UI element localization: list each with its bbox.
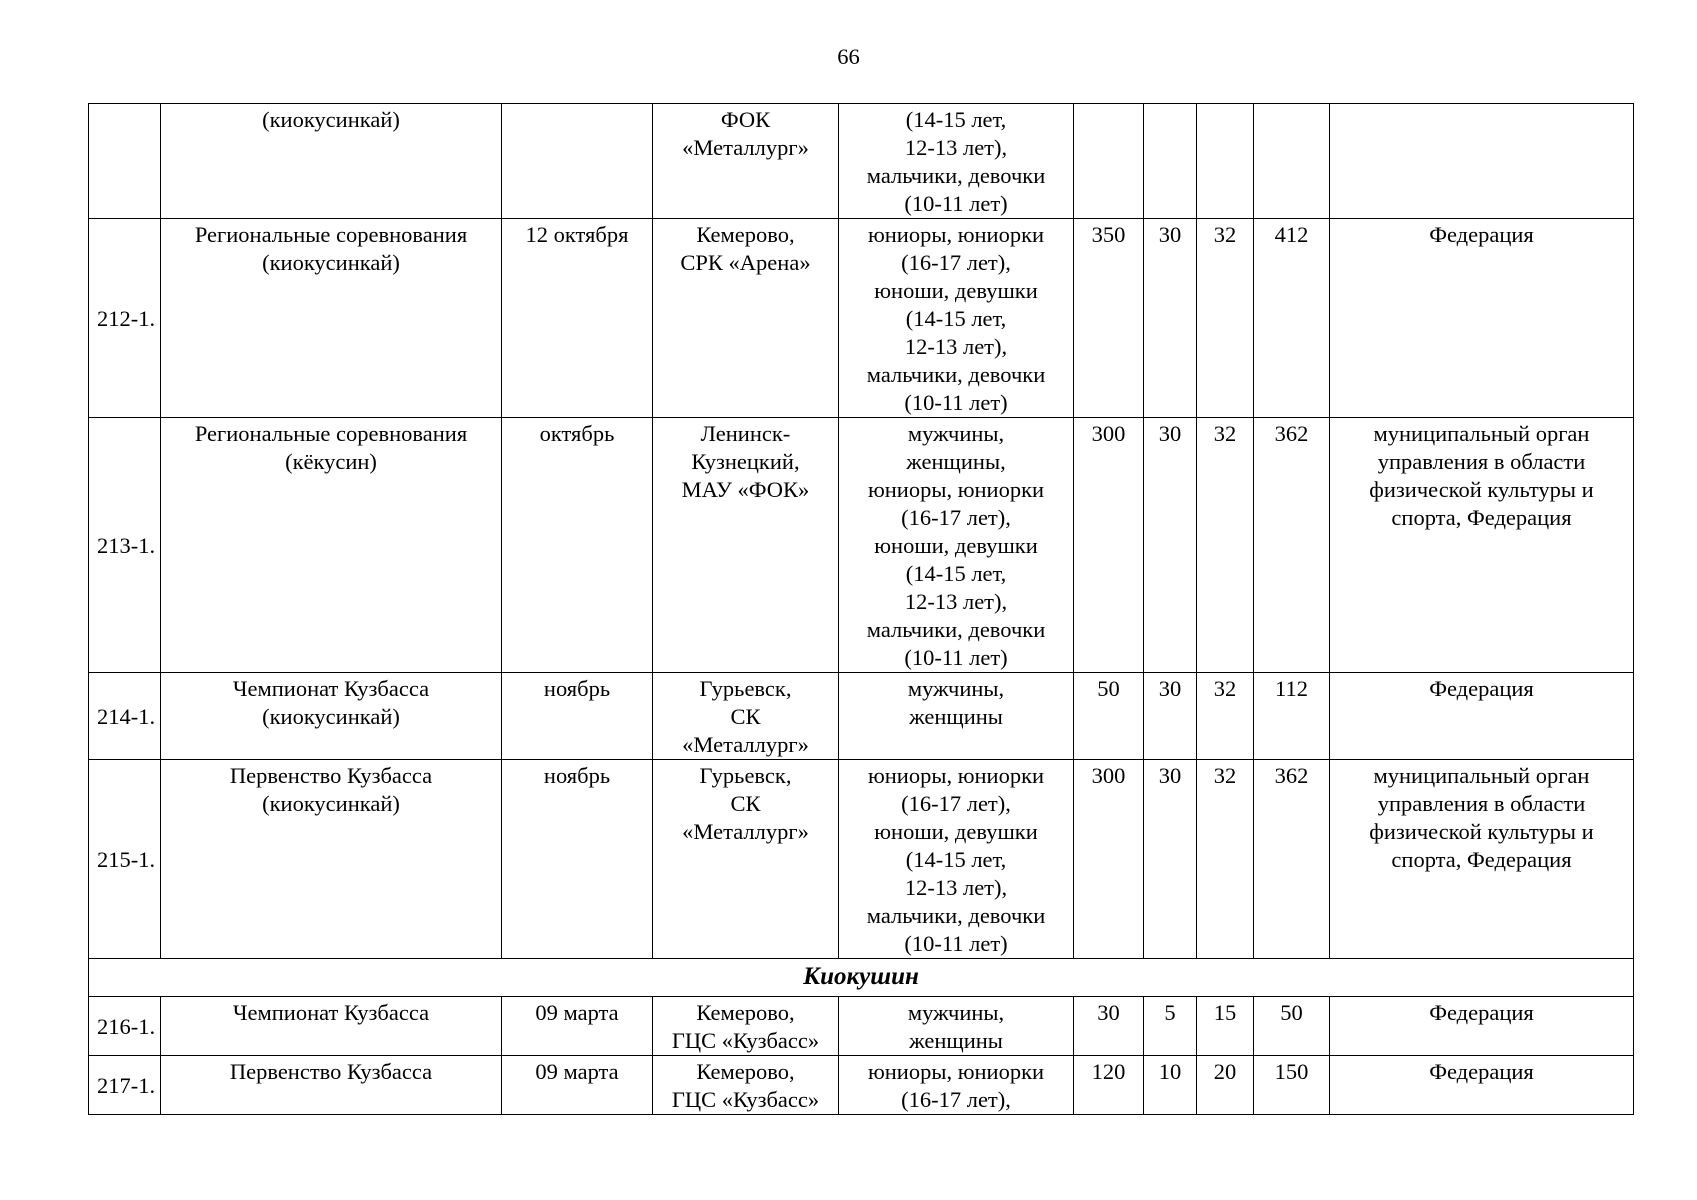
count-total: 50 bbox=[1254, 997, 1330, 1056]
event-place: Кемерово, ГЦС «Кузбасс» bbox=[653, 997, 839, 1056]
row-number: 212-1. bbox=[89, 219, 161, 418]
row-number bbox=[89, 104, 161, 219]
event-date: ноябрь bbox=[502, 760, 653, 959]
count-total: 362 bbox=[1254, 760, 1330, 959]
event-place: Кемерово, ГЦС «Кузбасс» bbox=[653, 1056, 839, 1115]
count-athletes: 50 bbox=[1074, 673, 1144, 760]
count-coaches: 30 bbox=[1144, 418, 1197, 673]
table-row bbox=[89, 760, 1634, 959]
event-date bbox=[502, 104, 653, 219]
count-athletes: 300 bbox=[1074, 760, 1144, 959]
table-row bbox=[89, 997, 1634, 1056]
event-name: (киокусинкай) bbox=[161, 104, 502, 219]
event-place: Гурьевск, СК «Металлург» bbox=[653, 673, 839, 760]
event-name: Чемпионат Кузбасса bbox=[161, 997, 502, 1056]
event-organizer: муниципальный орган управления в области физической культуры и спорта, Федерация bbox=[1330, 760, 1634, 959]
count-athletes: 300 bbox=[1074, 418, 1144, 673]
event-date: ноябрь bbox=[502, 673, 653, 760]
count-total: 150 bbox=[1254, 1056, 1330, 1115]
event-participants: мужчины, женщины bbox=[839, 673, 1074, 760]
event-date: 09 марта bbox=[502, 997, 653, 1056]
count-coaches bbox=[1144, 104, 1197, 219]
event-participants: мужчины, женщины, юниоры, юниорки (16-17 лет), юноши, девушки (14-15 лет, 12-13 лет), мальчики, девочки (10-11 лет) bbox=[839, 418, 1074, 673]
row-number: 215-1. bbox=[89, 760, 161, 959]
count-judges: 32 bbox=[1197, 219, 1254, 418]
event-participants: юниоры, юниорки (16-17 лет), юноши, девушки (14-15 лет, 12-13 лет), мальчики, девочки (10-11 лет) bbox=[839, 760, 1074, 959]
count-athletes: 120 bbox=[1074, 1056, 1144, 1115]
event-organizer bbox=[1330, 104, 1634, 219]
event-name: Чемпионат Кузбасса (киокусинкай) bbox=[161, 673, 502, 760]
table-row bbox=[89, 418, 1634, 673]
table-row bbox=[89, 219, 1634, 418]
event-date: 09 марта bbox=[502, 1056, 653, 1115]
event-name: Первенство Кузбасса (киокусинкай) bbox=[161, 760, 502, 959]
event-name: Первенство Кузбасса bbox=[161, 1056, 502, 1115]
count-judges: 32 bbox=[1197, 760, 1254, 959]
event-organizer: Федерация bbox=[1330, 219, 1634, 418]
count-total: 412 bbox=[1254, 219, 1330, 418]
count-total: 362 bbox=[1254, 418, 1330, 673]
count-athletes: 350 bbox=[1074, 219, 1144, 418]
count-coaches: 30 bbox=[1144, 760, 1197, 959]
event-organizer: муниципальный орган управления в области физической культуры и спорта, Федерация bbox=[1330, 418, 1634, 673]
event-organizer: Федерация bbox=[1330, 1056, 1634, 1115]
event-organizer: Федерация bbox=[1330, 997, 1634, 1056]
count-athletes bbox=[1074, 104, 1144, 219]
count-total bbox=[1254, 104, 1330, 219]
count-coaches: 5 bbox=[1144, 997, 1197, 1056]
event-place: Кемерово, СРК «Арена» bbox=[653, 219, 839, 418]
event-date: 12 октября bbox=[502, 219, 653, 418]
event-place: ФОК «Металлург» bbox=[653, 104, 839, 219]
event-participants: юниоры, юниорки (16-17 лет), bbox=[839, 1056, 1074, 1115]
event-place: Гурьевск, СК «Металлург» bbox=[653, 760, 839, 959]
row-number: 217-1. bbox=[89, 1056, 161, 1115]
count-coaches: 30 bbox=[1144, 673, 1197, 760]
table-row bbox=[89, 1056, 1634, 1115]
count-judges: 32 bbox=[1197, 418, 1254, 673]
count-judges: 32 bbox=[1197, 673, 1254, 760]
row-number: 216-1. bbox=[89, 997, 161, 1056]
count-judges: 15 bbox=[1197, 997, 1254, 1056]
row-number: 213-1. bbox=[89, 418, 161, 673]
event-name: Региональные соревнования (киокусинкай) bbox=[161, 219, 502, 418]
table-row bbox=[89, 104, 1634, 219]
table-row bbox=[89, 673, 1634, 760]
event-participants: юниоры, юниорки (16-17 лет), юноши, девушки (14-15 лет, 12-13 лет), мальчики, девочки (10-11 лет) bbox=[839, 219, 1074, 418]
section-title: Киокушин bbox=[89, 959, 1634, 997]
event-place: Ленинск- Кузнецкий, МАУ «ФОК» bbox=[653, 418, 839, 673]
count-judges: 20 bbox=[1197, 1056, 1254, 1115]
page-number: 66 bbox=[837, 44, 860, 69]
row-number: 214-1. bbox=[89, 673, 161, 760]
count-total: 112 bbox=[1254, 673, 1330, 760]
count-coaches: 10 bbox=[1144, 1056, 1197, 1115]
events-table bbox=[88, 103, 1634, 1115]
event-organizer: Федерация bbox=[1330, 673, 1634, 760]
event-participants: (14-15 лет, 12-13 лет), мальчики, девочки (10-11 лет) bbox=[839, 104, 1074, 219]
event-name: Региональные соревнования (кёкусин) bbox=[161, 418, 502, 673]
count-judges bbox=[1197, 104, 1254, 219]
count-athletes: 30 bbox=[1074, 997, 1144, 1056]
section-row bbox=[89, 959, 1634, 997]
event-participants: мужчины, женщины bbox=[839, 997, 1074, 1056]
event-date: октябрь bbox=[502, 418, 653, 673]
count-coaches: 30 bbox=[1144, 219, 1197, 418]
